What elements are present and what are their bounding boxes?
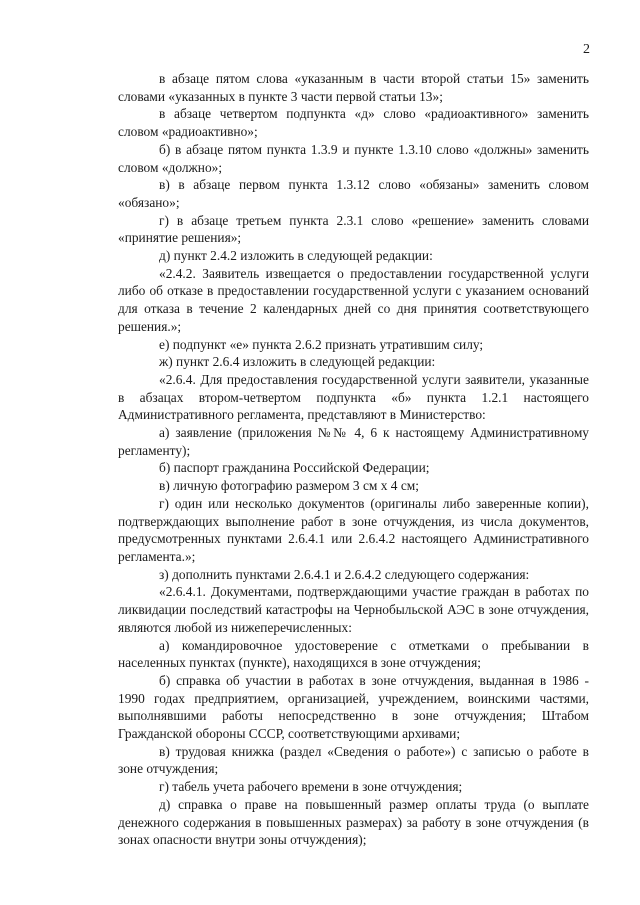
- paragraph: е) подпункт «е» пункта 2.6.2 признать утратившим силу;: [159, 336, 484, 352]
- paragraph: «2.6.4. Для предоставления государственной услуги заявители, указанные в абзацах втором-четвертом подпункта «б» пункта 1.2.1 настоящего Административного регламента, представляют в Министерство:: [118, 371, 589, 423]
- paragraph: «2.6.4.1. Документами, подтверждающими участие граждан в работах по ликвидации последствий катастрофы на Чернобыльской АЭС в зоне отчуждения, являются любой из нижеперечисленных:: [118, 584, 589, 635]
- paragraph: в абзаце пятом слова «указанным в части второй статьи 15» заменить словами «указанных в пункте 3 части первой статьи 13»;: [118, 71, 589, 104]
- paragraph: «2.4.2. Заявитель извещается о предоставлении государственной услуги либо об отказе в предоставлении государственной услуги с указанием оснований для отказа в течение 2 календарных дней со дня принятия соответствующего решения.»;: [118, 265, 589, 334]
- paragraph: б) справка об участии в работах в зоне отчуждения, выданная в 1986 - 1990 годах предприятием, организацией, учреждением, воинскими частями, выполнявшими работы непосредственно в зоне отчуждения; Штабом Гражданской обороны СССР, соответствующими архивами;: [118, 672, 589, 742]
- document-body: [118, 70, 589, 849]
- page-number: 2: [583, 42, 590, 57]
- paragraph: в) трудовая книжка (раздел «Сведения о работе») с записью о работе в зоне отчуждения;: [118, 743, 589, 777]
- paragraph: г) в абзаце третьем пункта 2.3.1 слово «решение» заменить словами «принятие решения»;: [118, 212, 589, 246]
- paragraph: з) дополнить пунктами 2.6.4.1 и 2.6.4.2 следующего содержания:: [159, 566, 530, 582]
- paragraph: г) табель учета рабочего времени в зоне отчуждения;: [159, 779, 463, 795]
- paragraph: а) командировочное удостоверение с отметками о пребывании в населенных пунктах (пункте), находящихся в зоне отчуждения;: [118, 637, 589, 671]
- paragraph: ж) пункт 2.6.4 изложить в следующей редакции:: [159, 354, 436, 370]
- paragraph: д) пункт 2.4.2 изложить в следующей редакции:: [159, 248, 433, 264]
- paragraph: в) личную фотографию размером 3 см х 4 см;: [159, 478, 419, 494]
- paragraph: г) один или несколько документов (оригиналы либо заверенные копии), подтверждающих выполнение работ в зоне отчуждения, из числа документов, предусмотренных пунктами 2.6.4.1 или 2.6.4.2 настоящего Административного регламента.»;: [118, 495, 589, 564]
- paragraph: б) в абзаце пятом пункта 1.3.9 и пункте 1.3.10 слово «должны» заменить словом «должно»;: [118, 141, 589, 175]
- paragraph: а) заявление (приложения №№ 4, 6 к настоящему Административному регламенту);: [118, 425, 589, 458]
- paragraph: б) паспорт гражданина Российской Федерации;: [159, 460, 430, 476]
- paragraph: в) в абзаце первом пункта 1.3.12 слово «обязаны» заменить словом «обязано»;: [118, 177, 589, 210]
- paragraph: д) справка о праве на повышенный размер оплаты труда (о выплате денежного содержания в повышенных размерах) за работу в зоне отчуждения (в зонах опасности внутри зоны отчуждения);: [118, 796, 589, 848]
- paragraph: в абзаце четвертом подпункта «д» слово «радиоактивного» заменить словом «радиоактивно»;: [118, 106, 589, 140]
